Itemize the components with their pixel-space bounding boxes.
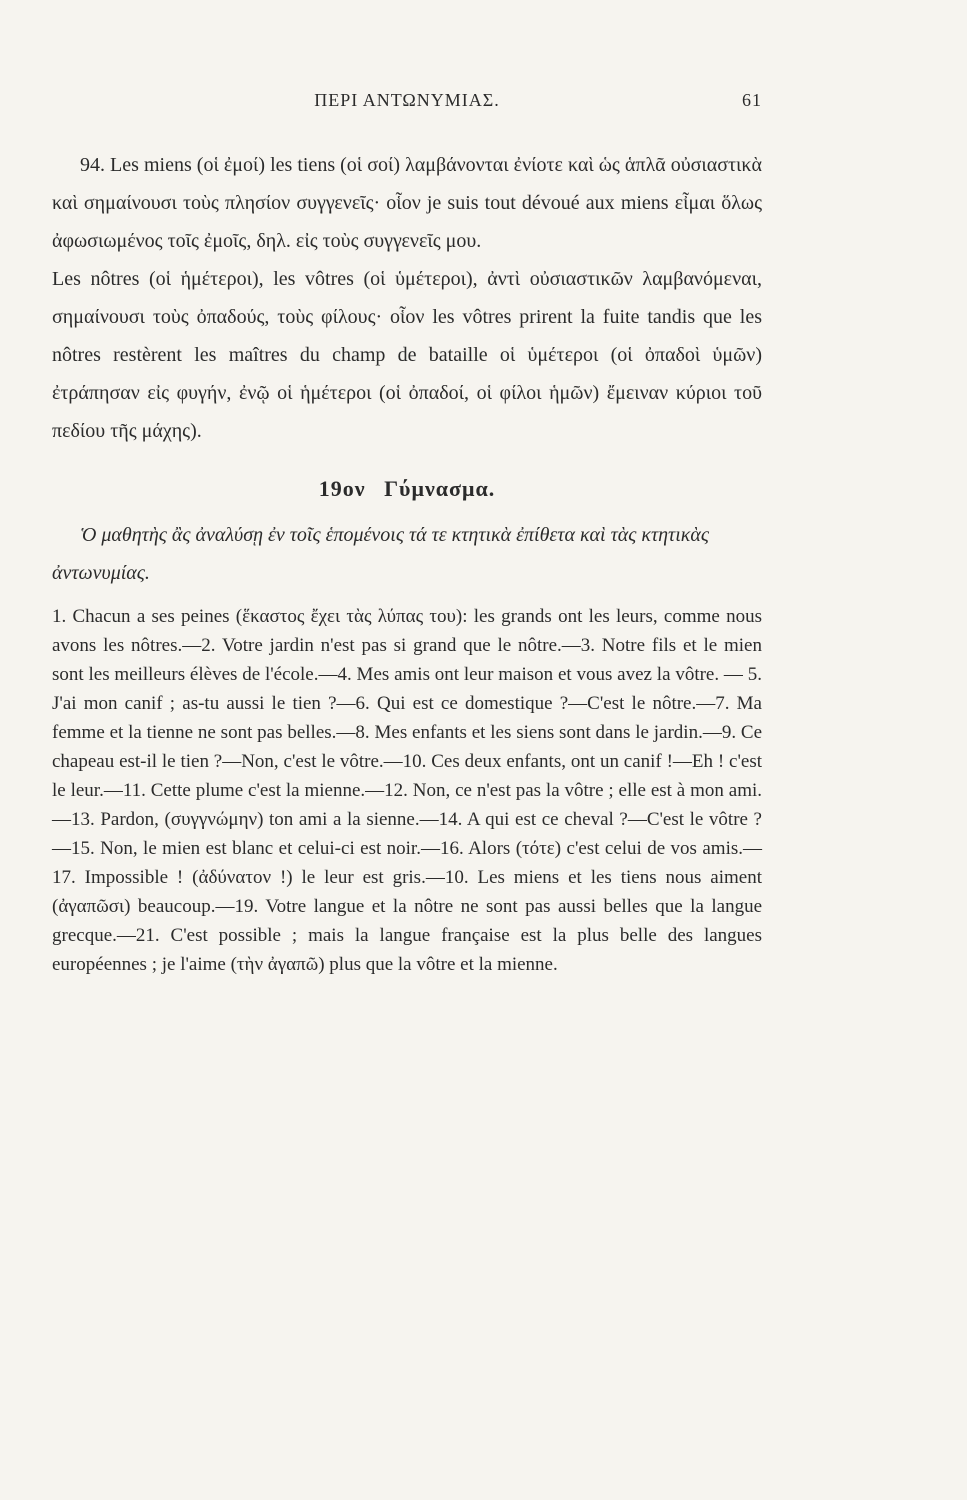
running-header bbox=[52, 90, 762, 130]
section-94-paragraph-1: 94. Les miens (οἱ ἐμοί) les tiens (οἱ σοί) λαμβάνονται ἐνίοτε καὶ ὡς ἁπλᾶ οὐσιαστικὰ καὶ σημαίνουσι τοὺς πλησίον συγγενεῖς· οἷον je suis tout dévoué aux miens εἶμαι ὅλως ἀφωσιωμένος τοῖς ἐμοῖς, δηλ. εἰς τοὺς συγγενεῖς μου. bbox=[52, 154, 762, 252]
page-number: 61 bbox=[742, 90, 762, 110]
exercise-number: 19ον bbox=[318, 476, 366, 501]
section-94-paragraph-2: Les nôtres (οἱ ἡμέτεροι), les vôtres (οἱ ὑμέτεροι), ἀντὶ οὐσιαστικῶν λαμβανόμεναι, σημαίνουσι τοὺς ὀπαδούς, τοὺς φίλους· οἷον les vôtres prirent la fuite tandis que les nôtres restèrent les maîtres du champ de bataille οἱ ὑμέτεροι (οἱ ὀπαδοὶ ὑμῶν) ἐτράπησαν εἰς φυγήν, ἐνῷ οἱ ἡμέτεροι (οἱ ὀπαδοί, οἱ φίλοι ἡμῶν) ἔμειναν κύριοι τοῦ πεδίου τῆς μάχης). bbox=[52, 268, 762, 442]
running-title: ΠΕΡΙ ΑΝΤΩΝΥΜΙΑΣ. bbox=[314, 90, 500, 110]
exercise-instruction: Ὁ μαθητὴς ἂς ἀναλύσῃ ἐν τοῖς ἑπομένοις τά τε κτητικὰ ἐπίθετα καὶ τὰς κτητικὰς ἀντωνυμίας. bbox=[52, 524, 709, 584]
book-page bbox=[52, 90, 762, 1470]
exercise-title: Γύμνασμα. bbox=[384, 476, 496, 501]
exercise-heading bbox=[52, 476, 762, 502]
exercise-body: 1. Chacun a ses peines (ἕκαστος ἔχει τὰς λύπας του): les grands ont les leurs, comme nous avons les nôtres.—2. Votre jardin n'est pas si grand que le nôtre.—3. Notre fils et le mien sont les meilleurs élèves de l'école.—4. Mes amis ont leur maison et vous avez la vôtre. — 5. J'ai mon canif ; as-tu aussi le tien ?—6. Qui est ce domestique ?—C'est le nôtre.—7. Ma femme et la tienne ne sont pas belles.—8. Mes enfants et les siens sont dans le jardin.—9. Ce chapeau est-il le tien ?—Non, c'est le vôtre.—10. Ces deux enfants, ont un canif !—Eh ! c'est le leur.—11. Cette plume c'est la mienne.—12. Non, ce n'est pas la vôtre ; elle est à mon ami.—13. Pardon, (συγγνώμην) ton ami a la sienne.—14. A qui est ce cheval ?—C'est le vôtre ?—15. Non, le mien est blanc et celui-ci est noir.—16. Alors (τότε) c'est celui de vos amis.—17. Impossible ! (ἀδύνατον !) le leur est gris.—10. Les miens et les tiens nous aiment (ἀγαπῶσι) beaucoup.—19. Votre langue et la nôtre ne sont pas aussi belles que la langue grecque.—21. C'est possible ; mais la langue française est la plus belle des langues européennes ; je l'aime (τὴν ἀγαπῶ) plus que la vôtre et la mienne. bbox=[52, 606, 762, 975]
